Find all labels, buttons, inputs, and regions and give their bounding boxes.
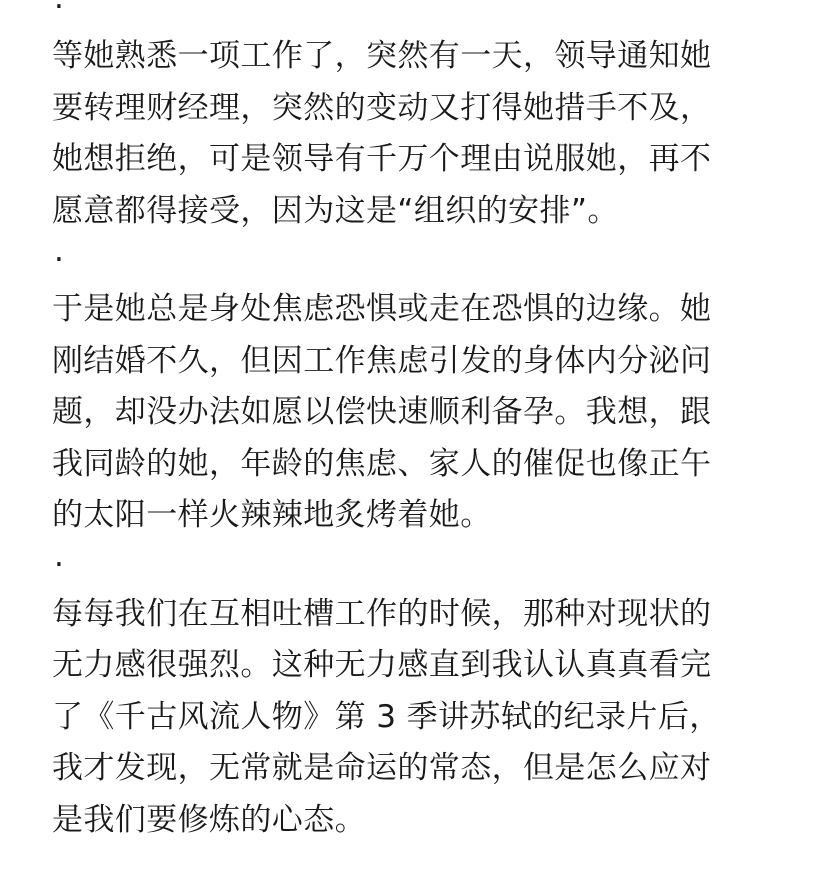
text-line: 刚结婚不久，但因工作焦虑引发的身体内分泌问 [52, 342, 712, 379]
paragraph [52, 589, 812, 847]
text-line: 题，却没办法如愿以偿快速顺利备孕。我想，跟 [52, 394, 712, 430]
text-line: 等她熟悉一项工作了，突然有一天，领导通知她 [52, 38, 712, 74]
paragraph-separator: · [54, 546, 64, 583]
text-line: 我同龄的她，年龄的焦虑、家人的催促也像正午 [52, 445, 712, 482]
text-line: 了《千古风流人物》第 3 季讲苏轼的纪录片后， [52, 698, 721, 735]
paragraph-separator: · [54, 0, 64, 25]
text-line: 无力感很强烈。这种无力感直到我认认真真看完 [52, 647, 712, 683]
text-line: 她想拒绝，可是领导有千万个理由说服她，再不 [52, 141, 712, 177]
text-line: 愿意都得接受，因为这是“组织的安排”。 [52, 192, 619, 229]
text-line: 是我们要修炼的心态。 [52, 801, 366, 838]
text-line: 的太阳一样火辣辣地炙烤着她。 [52, 497, 492, 533]
text-line: 每每我们在互相吐槽工作的时候，那种对现状的 [52, 595, 712, 632]
paragraph [52, 31, 812, 237]
text-line: 我才发现，无常就是命运的常态，但是怎么应对 [52, 750, 712, 786]
text-line: 要转理财经理，突然的变动又打得她措手不及， [52, 89, 712, 126]
text-line: 于是她总是身处焦虑恐惧或走在恐惧的边缘。她 [52, 291, 712, 327]
article-body [52, 0, 812, 846]
paragraph [52, 284, 812, 542]
paragraph-separator: · [54, 242, 64, 278]
